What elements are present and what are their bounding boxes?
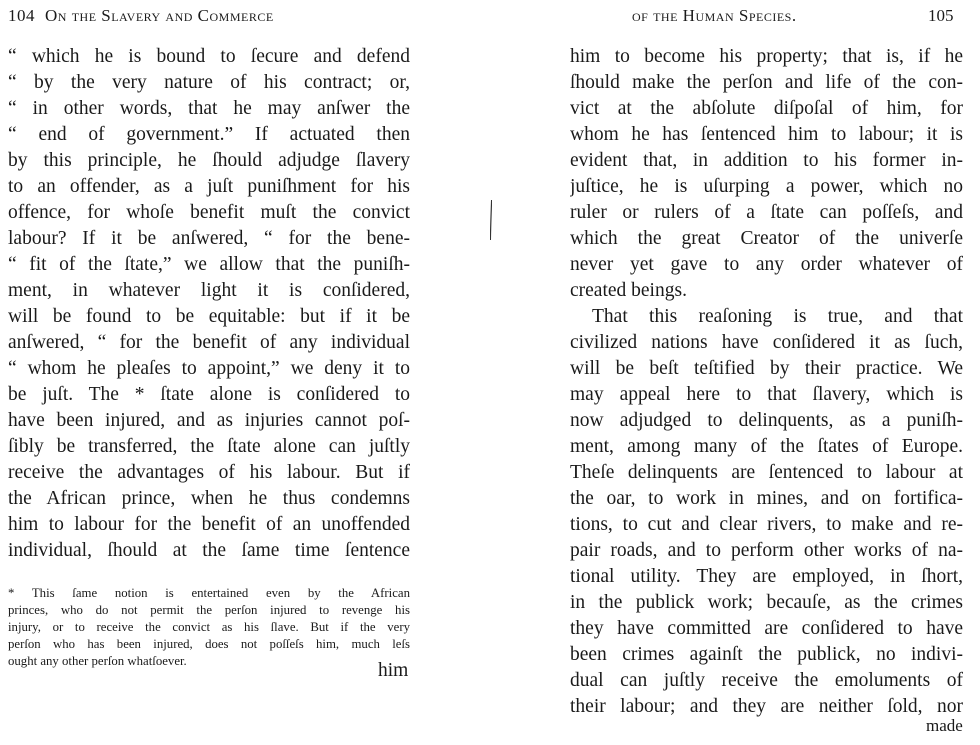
right-line-13: will be beſt teſtified by their practice. We xyxy=(570,358,963,379)
left-line-8: labour? If it be anſwered, “ for the bene- xyxy=(8,228,410,249)
right-line-3: vict at the abſolute diſpoſal of him, for xyxy=(570,98,963,119)
left-line-12: anſwered, “ for the benefit of any individual xyxy=(8,332,410,353)
left-line-6: to an offender, as a juſt puniſhment for his xyxy=(8,176,410,197)
right-line-18: the oar, to work in mines, and on fortifica- xyxy=(570,488,963,509)
right-line-7: ruler or rulers of a ſtate can poſſeſs, and xyxy=(570,202,963,223)
left-line-10: ment, in whatever light it is conſidered, xyxy=(8,280,410,301)
left-line-20: individual, ſhould at the ſame time ſentence xyxy=(8,540,410,561)
right-line-4: whom he has ſentenced him to labour; it is xyxy=(570,124,963,145)
left-line-7: offence, for whoſe benefit muſt the convict xyxy=(8,202,410,223)
right-line-20: pair roads, and to perform other works of na- xyxy=(570,540,963,561)
right-line-5: evident that, in addition to his former in- xyxy=(570,150,963,171)
right-line-22: in the publick work; becauſe, as the crimes xyxy=(570,592,963,613)
left-page-number: 104 xyxy=(8,6,35,25)
right-line-24: been crimes againſt the publick, no indivi- xyxy=(570,644,963,665)
right-line-15: now adjudged to delinquents, as a puniſh- xyxy=(570,410,963,431)
right-line-12: civilized nations have conſidered it as ſuch, xyxy=(570,332,963,353)
left-line-1: “ which he is bound to ſecure and defend xyxy=(8,46,410,67)
left-line-2: “ by the very nature of his contract; or, xyxy=(8,72,410,93)
left-line-16: ſibly be transferred, the ſtate alone can juſtly xyxy=(8,436,410,457)
right-catchword: made xyxy=(926,716,963,735)
right-line-19: tions, to cut and clear rivers, to make and re- xyxy=(570,514,963,535)
left-line-4: “ end of government.” If actuated then xyxy=(8,124,410,145)
right-line-16: ment, among many of the ſtates of Europe. xyxy=(570,436,963,457)
left-running-head xyxy=(8,6,274,26)
right-line-14: may appeal here to that ſlavery, which is xyxy=(570,384,963,405)
right-line-26: their labour; and they are neither ſold, nor xyxy=(570,696,963,717)
left-line-11: will be found to be equitable: but if it be xyxy=(8,306,410,327)
left-line-3: “ in other words, that he may anſwer the xyxy=(8,98,410,119)
right-line-17: Theſe delinquents are ſentenced to labour at xyxy=(570,462,963,483)
footnote-line-1: * This ſame notion is entertained even by the African xyxy=(8,586,410,600)
right-line-11: That this reaſoning is true, and that xyxy=(592,306,963,327)
right-line-21: tional utility. They are employed, in ſhort, xyxy=(570,566,963,587)
left-line-5: by this principle, he ſhould adjudge ſlavery xyxy=(8,150,410,171)
left-catchword: him xyxy=(378,660,409,681)
right-line-25: dual can juſtly receive the emoluments of xyxy=(570,670,963,691)
right-line-1: him to become his property; that is, if he xyxy=(570,46,963,67)
right-page-number: 105 xyxy=(928,6,954,25)
left-line-17: receive the advantages of his labour. But if xyxy=(8,462,410,483)
footnote-line-5: ought any other perſon whatſoever. xyxy=(8,654,187,668)
footnote-line-4: perſon who has been injured, does not poſſeſs him, much leſs xyxy=(8,637,410,651)
left-line-19: him to labour for the benefit of an unoffended xyxy=(8,514,410,535)
left-line-14: be juſt. The * ſtate alone is conſidered to xyxy=(8,384,410,405)
left-line-9: “ fit of the ſtate,” we allow that the puniſh- xyxy=(8,254,410,275)
right-line-23: they have committed are conſidered to have xyxy=(570,618,963,639)
right-page xyxy=(490,0,980,745)
right-line-9: never yet gave to any order whatever of xyxy=(570,254,963,275)
footnote-line-2: princes, who do not permit the perſon injured to revenge his xyxy=(8,603,410,617)
right-line-2: ſhould make the perſon and life of the con- xyxy=(570,72,963,93)
left-line-15: have been injured, and as injuries cannot poſ- xyxy=(8,410,410,431)
left-running-head-title: On the Slavery and Commerce xyxy=(45,6,274,25)
right-line-8: which the great Creator of the univerſe xyxy=(570,228,963,249)
left-line-18: the African prince, when he thus condemns xyxy=(8,488,410,509)
right-line-6: juſtice, he is uſurping a power, which no xyxy=(570,176,963,197)
right-running-head: of the Human Species. xyxy=(632,6,797,25)
right-line-10: created beings. xyxy=(570,280,687,301)
left-line-13: “ whom he pleaſes to appoint,” we deny it to xyxy=(8,358,410,379)
footnote-line-3: injury, or to receive the convict as his ſlave. But if the very xyxy=(8,620,410,634)
